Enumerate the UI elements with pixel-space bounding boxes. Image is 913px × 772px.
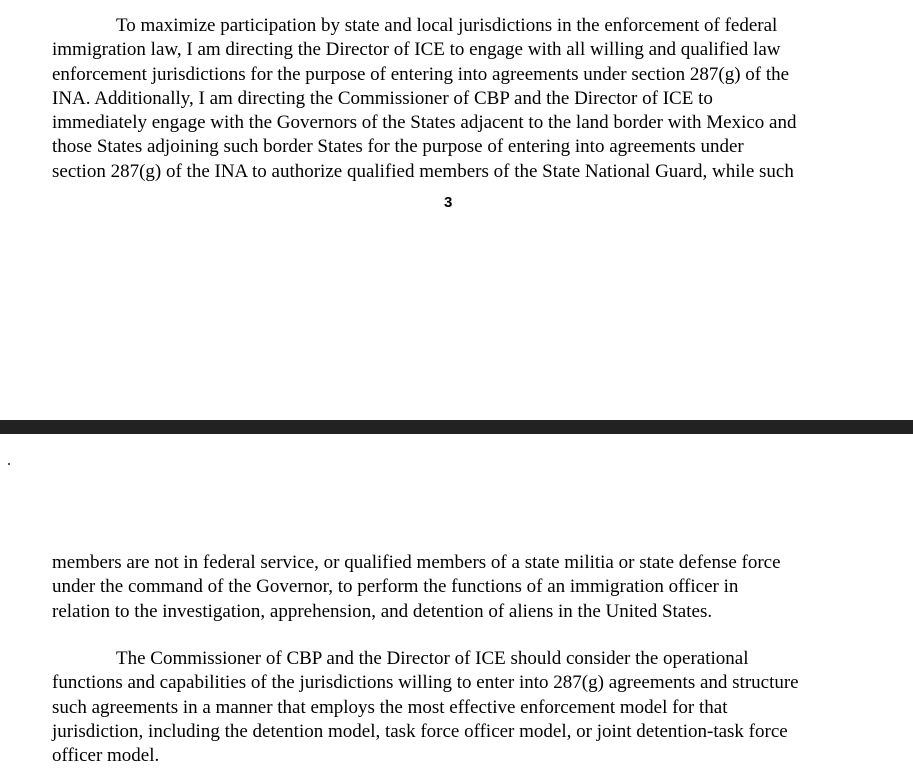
paragraph-line: officer model. bbox=[52, 745, 160, 767]
scan-speck bbox=[8, 463, 10, 465]
paragraph-enforcement-model bbox=[52, 647, 872, 768]
paragraph-line: immediately engage with the Governors of the States adjacent to the land border with Mexico and bbox=[52, 112, 797, 134]
paragraph-national-guard-continued bbox=[52, 551, 872, 624]
paragraph-line: relation to the investigation, apprehension, and detention of aliens in the United States. bbox=[52, 600, 713, 622]
document-page-bottom bbox=[0, 434, 913, 772]
page-divider bbox=[0, 420, 913, 434]
paragraph-line: INA. Additionally, I am directing the Commissioner of CBP and the Director of ICE to bbox=[52, 87, 713, 109]
paragraph-line: immigration law, I am directing the Director of ICE to engage with all willing and qualified law bbox=[52, 39, 781, 61]
paragraph-line: To maximize participation by state and local jurisdictions in the enforcement of federal bbox=[116, 15, 778, 36]
paragraph-line: The Commissioner of CBP and the Director of ICE should consider the operational bbox=[116, 648, 749, 669]
paragraph-line: section 287(g) of the INA to authorize qualified members of the State National Guard, while such bbox=[52, 160, 794, 182]
paragraph-line: jurisdiction, including the detention model, task force officer model, or joint detention-task force bbox=[52, 720, 788, 742]
page-number: 3 bbox=[444, 194, 453, 211]
paragraph-line: functions and capabilities of the jurisdictions willing to enter into 287(g) agreements and structure bbox=[52, 672, 799, 694]
paragraph-line: under the command of the Governor, to perform the functions of an immigration officer in bbox=[52, 576, 739, 598]
paragraph-287g-participation bbox=[52, 14, 872, 184]
paragraph-line: such agreements in a manner that employs the most effective enforcement model for that bbox=[52, 696, 728, 718]
paragraph-line: those States adjoining such border States for the purpose of entering into agreements under bbox=[52, 136, 744, 158]
paragraph-line: members are not in federal service, or qualified members of a state militia or state defense force bbox=[52, 552, 781, 573]
paragraph-line: enforcement jurisdictions for the purpose of entering into agreements under section 287(g) of the bbox=[52, 63, 790, 85]
